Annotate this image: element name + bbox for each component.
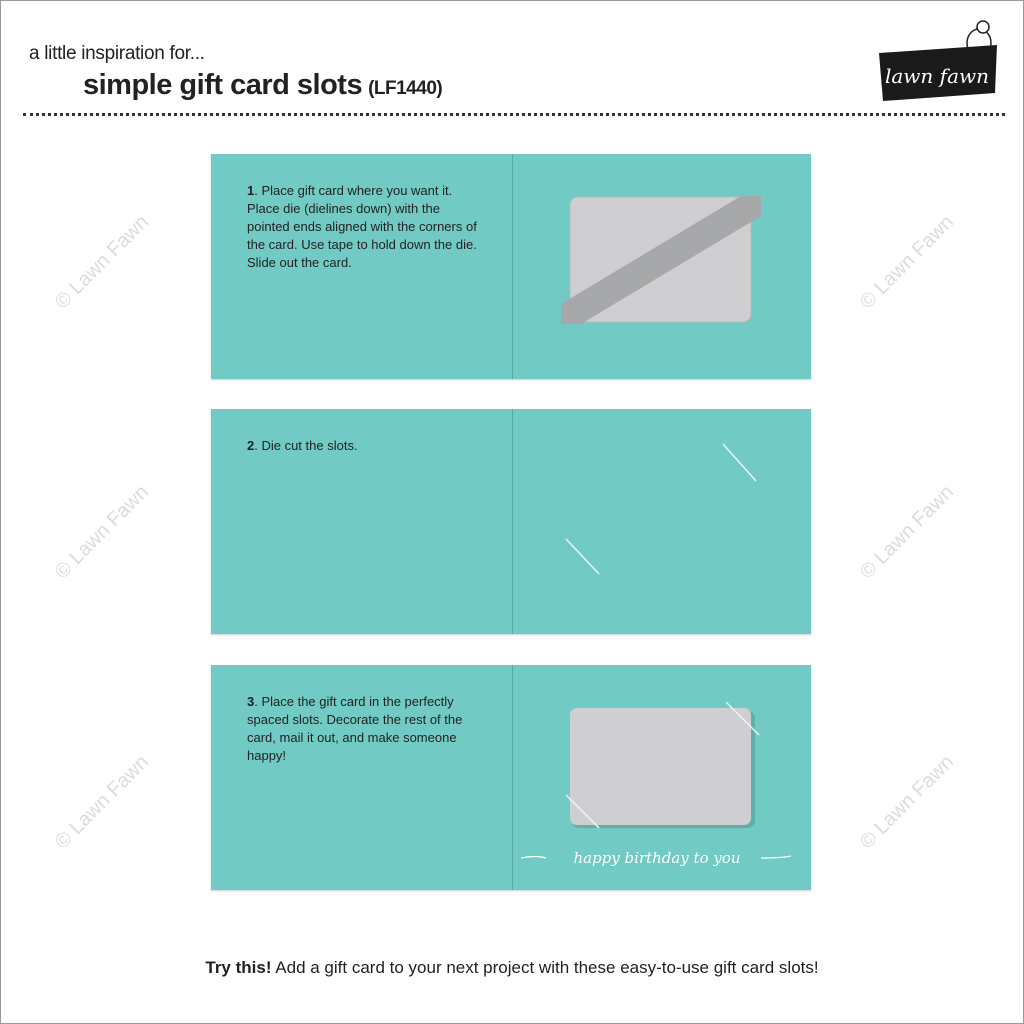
sentiment-text: happy birthday to you bbox=[573, 849, 741, 867]
watermark: © Lawn Fawn bbox=[855, 751, 959, 854]
title-text: simple gift card slots bbox=[83, 69, 363, 101]
step-1-panel bbox=[211, 154, 811, 379]
step-2-text: 2. Die cut the slots. bbox=[247, 438, 358, 453]
lawn-fawn-logo bbox=[879, 13, 999, 103]
step-3-text: 3. Place the gift card in the perfectly spaced slots. Decorate the rest of the card, mail it out, and make someone happy! bbox=[247, 694, 463, 763]
watermark: © Lawn Fawn bbox=[50, 751, 154, 854]
footer-tip: Try this! Add a gift card to your next project with these easy-to-use gift card slots! bbox=[205, 958, 819, 977]
step-2-panel bbox=[211, 409, 811, 634]
watermark: © Lawn Fawn bbox=[50, 481, 154, 584]
product-code: (LF1440) bbox=[368, 78, 443, 99]
watermark: © Lawn Fawn bbox=[855, 481, 959, 584]
die-cut-slots bbox=[211, 409, 811, 634]
card-with-die-illustration bbox=[211, 154, 811, 379]
step-3-panel bbox=[211, 665, 811, 890]
dotted-divider bbox=[23, 113, 1005, 116]
gift-card-in-slots bbox=[211, 665, 811, 890]
step-1-text: 1. Place gift card where you want it. Place die (dielines down) with the pointed ends aligned with the corners of the card. Use tape to hold down the die. Slide out the card. bbox=[247, 183, 477, 270]
page-title bbox=[83, 69, 442, 102]
watermark: © Lawn Fawn bbox=[855, 211, 959, 314]
watermark: © Lawn Fawn bbox=[50, 211, 154, 314]
subtitle: a little inspiration for... bbox=[29, 43, 205, 64]
logo-text: lawn fawn bbox=[884, 64, 990, 88]
